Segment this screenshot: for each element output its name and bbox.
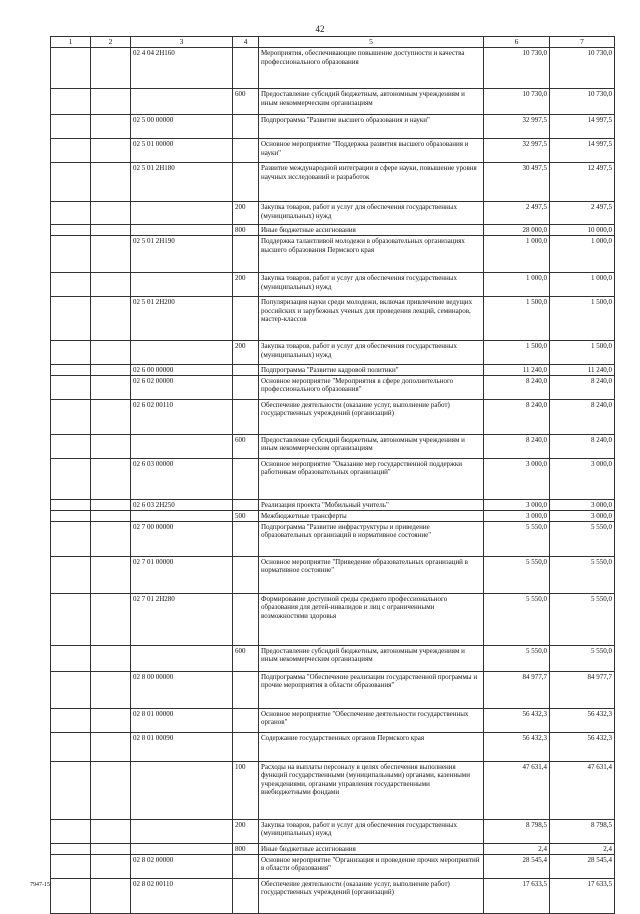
document-code: 7947-15 — [30, 882, 50, 888]
expense-type-code — [233, 732, 259, 761]
item-name: Расходы на выплаты персоналу в целях обеспечения выполнения функций государственными (муниципальными) органами, казенными учреждениями, органами управления государственными внебюджетными фондами — [259, 761, 484, 819]
table-row — [51, 434, 615, 458]
amount-col6: 1 000,0 — [484, 273, 550, 297]
amount-col7: 11 240,0 — [550, 365, 615, 375]
col2-cell — [91, 163, 131, 202]
table-row — [51, 341, 615, 365]
col1-cell — [51, 593, 91, 645]
expense-type-code — [233, 375, 259, 399]
col2-cell — [91, 48, 131, 89]
expense-type-code: 100 — [233, 761, 259, 819]
table-row — [51, 273, 615, 297]
item-name: Предоставление субсидий бюджетным, автономным учреждениям и иным некоммерческим организациям — [259, 645, 484, 671]
col2-cell — [91, 341, 131, 365]
expense-type-code — [233, 48, 259, 89]
amount-col7: 14 997,5 — [550, 139, 615, 163]
amount-col6: 3 000,0 — [484, 510, 550, 521]
amount-col7: 5 550,0 — [550, 645, 615, 671]
amount-col7: 5 550,0 — [550, 556, 615, 593]
amount-col6: 32 997,5 — [484, 139, 550, 163]
col1-cell — [51, 225, 91, 236]
expense-type-code — [233, 365, 259, 375]
target-article-code — [131, 341, 233, 365]
header-cell: 3 — [131, 37, 233, 48]
amount-col6: 10 730,0 — [484, 48, 550, 89]
expense-type-code — [233, 671, 259, 708]
amount-col6: 5 550,0 — [484, 645, 550, 671]
table-row — [51, 202, 615, 225]
col1-cell — [51, 139, 91, 163]
item-name: Обеспечение деятельности (оказание услуг, выполнение работ) государственных учреждений (организаций) — [259, 399, 484, 434]
expense-type-code: 200 — [233, 273, 259, 297]
amount-col6: 8 240,0 — [484, 399, 550, 434]
item-name: Развитие международной интеграции в сфере науки, повышение уровня научных исследований и разработок — [259, 163, 484, 202]
target-article-code — [131, 89, 233, 115]
amount-col7: 84 977,7 — [550, 671, 615, 708]
amount-col6: 2 497,5 — [484, 202, 550, 225]
target-article-code: 02 6 02 00000 — [131, 375, 233, 399]
amount-col6: 2,4 — [484, 843, 550, 854]
amount-col7: 8 240,0 — [550, 375, 615, 399]
target-article-code — [131, 761, 233, 819]
amount-col6: 1 000,0 — [484, 236, 550, 273]
amount-col7: 2,4 — [550, 843, 615, 854]
col1-cell — [51, 236, 91, 273]
expense-type-code — [233, 236, 259, 273]
amount-col7: 2 497,5 — [550, 202, 615, 225]
col1-cell — [51, 878, 91, 913]
col1-cell — [51, 89, 91, 115]
target-article-code: 02 6 00 00000 — [131, 365, 233, 375]
target-article-code: 02 6 03 2Н250 — [131, 499, 233, 510]
col2-cell — [91, 225, 131, 236]
item-name: Основное мероприятие "Оказание мер государственной поддержки работникам образовательных организаций" — [259, 458, 484, 499]
item-name: Основное мероприятие "Приведение образовательных организаций в нормативное состояние" — [259, 556, 484, 593]
amount-col6: 30 497,5 — [484, 163, 550, 202]
item-name: Обеспечение деятельности (оказание услуг, выполнение работ) государственных учреждений (организаций) — [259, 878, 484, 913]
amount-col6: 3 000,0 — [484, 499, 550, 510]
amount-col6: 5 550,0 — [484, 556, 550, 593]
expense-type-code: 500 — [233, 510, 259, 521]
amount-col6: 56 432,3 — [484, 732, 550, 761]
item-name: Основное мероприятие "Организация и проведение прочих мероприятий в области образования" — [259, 854, 484, 878]
item-name: Закупка товаров, работ и услуг для обеспечения государственных (муниципальных) нужд — [259, 202, 484, 225]
col1-cell — [51, 819, 91, 843]
amount-col7: 12 497,5 — [550, 163, 615, 202]
amount-col7: 10 730,0 — [550, 48, 615, 89]
amount-col6: 11 240,0 — [484, 365, 550, 375]
header-cell: 7 — [550, 37, 615, 48]
col1-cell — [51, 510, 91, 521]
amount-col7: 3 000,0 — [550, 510, 615, 521]
col1-cell — [51, 297, 91, 341]
col2-cell — [91, 521, 131, 556]
col2-cell — [91, 593, 131, 645]
col1-cell — [51, 434, 91, 458]
target-article-code — [131, 273, 233, 297]
col2-cell — [91, 115, 131, 139]
table-header-row — [51, 37, 615, 48]
col1-cell — [51, 115, 91, 139]
amount-col7: 1 000,0 — [550, 273, 615, 297]
amount-col6: 47 631,4 — [484, 761, 550, 819]
expense-type-code: 200 — [233, 341, 259, 365]
amount-col6: 84 977,7 — [484, 671, 550, 708]
table-row — [51, 375, 615, 399]
amount-col6: 8 240,0 — [484, 434, 550, 458]
table-row — [51, 761, 615, 819]
target-article-code: 02 8 02 00000 — [131, 854, 233, 878]
col2-cell — [91, 671, 131, 708]
item-name: Основное мероприятие "Обеспечение деятельности государственных органов" — [259, 708, 484, 732]
col1-cell — [51, 521, 91, 556]
amount-col7: 1 500,0 — [550, 297, 615, 341]
table-row — [51, 521, 615, 556]
col1-cell — [51, 48, 91, 89]
table-row — [51, 819, 615, 843]
table-row — [51, 297, 615, 341]
col2-cell — [91, 365, 131, 375]
target-article-code: 02 8 00 00000 — [131, 671, 233, 708]
target-article-code: 02 7 00 00000 — [131, 521, 233, 556]
expense-type-code — [233, 854, 259, 878]
col2-cell — [91, 458, 131, 499]
amount-col7: 8 798,5 — [550, 819, 615, 843]
header-cell: 6 — [484, 37, 550, 48]
expense-type-code: 600 — [233, 434, 259, 458]
expense-type-code: 200 — [233, 202, 259, 225]
table-row — [51, 163, 615, 202]
amount-col6: 32 997,5 — [484, 115, 550, 139]
item-name: Закупка товаров, работ и услуг для обеспечения государственных (муниципальных) нужд — [259, 341, 484, 365]
amount-col6: 28 545,4 — [484, 854, 550, 878]
target-article-code: 02 8 02 00110 — [131, 878, 233, 913]
amount-col7: 10 730,0 — [550, 89, 615, 115]
target-article-code — [131, 819, 233, 843]
table-row — [51, 89, 615, 115]
item-name: Закупка товаров, работ и услуг для обеспечения государственных (муниципальных) нужд — [259, 819, 484, 843]
item-name: Подпрограмма "Развитие кадровой политики" — [259, 365, 484, 375]
col1-cell — [51, 645, 91, 671]
header-cell: 4 — [233, 37, 259, 48]
expense-type-code: 800 — [233, 843, 259, 854]
expense-type-code — [233, 297, 259, 341]
amount-col7: 1 500,0 — [550, 341, 615, 365]
table-row — [51, 593, 615, 645]
table-row — [51, 878, 615, 913]
table-row — [51, 458, 615, 499]
col1-cell — [51, 854, 91, 878]
col2-cell — [91, 499, 131, 510]
amount-col7: 5 550,0 — [550, 521, 615, 556]
amount-col7: 14 997,5 — [550, 115, 615, 139]
col1-cell — [51, 732, 91, 761]
item-name: Предоставление субсидий бюджетным, автономным учреждениям и иным некоммерческим организациям — [259, 434, 484, 458]
table-row — [51, 48, 615, 89]
item-name: Подпрограмма "Развитие высшего образования и науки" — [259, 115, 484, 139]
table-row — [51, 225, 615, 236]
col1-cell — [51, 761, 91, 819]
col2-cell — [91, 273, 131, 297]
item-name: Реализация проекта "Мобильный учитель" — [259, 499, 484, 510]
target-article-code: 02 4 04 2Н160 — [131, 48, 233, 89]
expense-type-code: 200 — [233, 819, 259, 843]
amount-col7: 1 000,0 — [550, 236, 615, 273]
page-number: 42 — [315, 24, 325, 34]
expense-type-code: 600 — [233, 645, 259, 671]
col1-cell — [51, 399, 91, 434]
item-name: Закупка товаров, работ и услуг для обеспечения государственных (муниципальных) нужд — [259, 273, 484, 297]
amount-col6: 5 550,0 — [484, 593, 550, 645]
col2-cell — [91, 399, 131, 434]
amount-col6: 17 633,5 — [484, 878, 550, 913]
expense-type-code — [233, 556, 259, 593]
col2-cell — [91, 843, 131, 854]
item-name: Предоставление субсидий бюджетным, автономным учреждениям и иным некоммерческим организациям — [259, 89, 484, 115]
amount-col6: 3 000,0 — [484, 458, 550, 499]
item-name: Содержание государственных органов Пермского края — [259, 732, 484, 761]
expense-type-code — [233, 708, 259, 732]
col1-cell — [51, 458, 91, 499]
col1-cell — [51, 341, 91, 365]
item-name: Подпрограмма "Обеспечение реализации государственной программы и прочие мероприятия в области образования" — [259, 671, 484, 708]
col1-cell — [51, 163, 91, 202]
amount-col7: 28 545,4 — [550, 854, 615, 878]
amount-col7: 8 240,0 — [550, 399, 615, 434]
table-row — [51, 732, 615, 761]
amount-col6: 1 500,0 — [484, 297, 550, 341]
target-article-code — [131, 510, 233, 521]
col1-cell — [51, 273, 91, 297]
amount-col7: 3 000,0 — [550, 458, 615, 499]
target-article-code: 02 5 01 2Н200 — [131, 297, 233, 341]
col2-cell — [91, 139, 131, 163]
col2-cell — [91, 297, 131, 341]
col2-cell — [91, 434, 131, 458]
col2-cell — [91, 556, 131, 593]
expense-type-code — [233, 878, 259, 913]
amount-col6: 8 240,0 — [484, 375, 550, 399]
col1-cell — [51, 202, 91, 225]
target-article-code: 02 8 01 00090 — [131, 732, 233, 761]
expense-type-code — [233, 163, 259, 202]
amount-col7: 3 000,0 — [550, 499, 615, 510]
amount-col7: 17 633,5 — [550, 878, 615, 913]
amount-col7: 47 631,4 — [550, 761, 615, 819]
table-row — [51, 139, 615, 163]
table-row — [51, 708, 615, 732]
col1-cell — [51, 556, 91, 593]
amount-col6: 10 730,0 — [484, 89, 550, 115]
target-article-code — [131, 202, 233, 225]
amount-col6: 56 432,3 — [484, 708, 550, 732]
table-row — [51, 236, 615, 273]
col2-cell — [91, 375, 131, 399]
target-article-code — [131, 225, 233, 236]
header-cell: 2 — [91, 37, 131, 48]
target-article-code: 02 5 01 00000 — [131, 139, 233, 163]
table-row — [51, 671, 615, 708]
col1-cell — [51, 843, 91, 854]
target-article-code: 02 7 01 2Н280 — [131, 593, 233, 645]
target-article-code — [131, 843, 233, 854]
amount-col6: 8 798,5 — [484, 819, 550, 843]
col1-cell — [51, 375, 91, 399]
item-name: Межбюджетные трансферты — [259, 510, 484, 521]
expense-type-code — [233, 458, 259, 499]
item-name: Основное мероприятие "Поддержка развития высшего образования и науки" — [259, 139, 484, 163]
col2-cell — [91, 708, 131, 732]
expense-type-code — [233, 139, 259, 163]
expense-type-code — [233, 399, 259, 434]
col1-cell — [51, 499, 91, 510]
table-row — [51, 365, 615, 375]
col1-cell — [51, 708, 91, 732]
amount-col7: 5 550,0 — [550, 593, 615, 645]
expense-type-code — [233, 499, 259, 510]
table-row — [51, 843, 615, 854]
target-article-code: 02 8 01 00000 — [131, 708, 233, 732]
col2-cell — [91, 819, 131, 843]
header-cell: 1 — [51, 37, 91, 48]
amount-col7: 56 432,3 — [550, 708, 615, 732]
target-article-code: 02 5 01 2Н190 — [131, 236, 233, 273]
item-name: Популяризация науки среди молодежи, включая привлечение ведущих российских и зарубежных ученых для проведения лекций, семинаров, мастер-классов — [259, 297, 484, 341]
col2-cell — [91, 878, 131, 913]
col2-cell — [91, 854, 131, 878]
amount-col7: 8 240,0 — [550, 434, 615, 458]
table-row — [51, 510, 615, 521]
item-name: Поддержка талантливой молодежи в образовательных организациях высшего образования Пермского края — [259, 236, 484, 273]
target-article-code: 02 5 00 00000 — [131, 115, 233, 139]
table-row — [51, 399, 615, 434]
col2-cell — [91, 202, 131, 225]
expense-type-code — [233, 593, 259, 645]
table-row — [51, 499, 615, 510]
col1-cell — [51, 671, 91, 708]
header-cell: 5 — [259, 37, 484, 48]
target-article-code — [131, 645, 233, 671]
expense-type-code — [233, 521, 259, 556]
table-row — [51, 854, 615, 878]
item-name: Формирование доступной среды среднего профессионального образования для детей-инвалидов и лиц с ограниченными возможностями здоровья — [259, 593, 484, 645]
amount-col6: 28 000,0 — [484, 225, 550, 236]
table-row — [51, 115, 615, 139]
item-name: Иные бюджетные ассигнования — [259, 843, 484, 854]
expense-type-code: 600 — [233, 89, 259, 115]
col2-cell — [91, 645, 131, 671]
target-article-code — [131, 434, 233, 458]
col2-cell — [91, 89, 131, 115]
col2-cell — [91, 236, 131, 273]
target-article-code: 02 6 03 00000 — [131, 458, 233, 499]
target-article-code: 02 6 02 00110 — [131, 399, 233, 434]
item-name: Мероприятия, обеспечивающие повышение доступности и качества профессионального образования — [259, 48, 484, 89]
item-name: Подпрограмма "Развитие инфраструктуры и приведение образовательных организаций в нормативное состояние" — [259, 521, 484, 556]
target-article-code: 02 5 01 2Н180 — [131, 163, 233, 202]
table-row — [51, 645, 615, 671]
amount-col6: 1 500,0 — [484, 341, 550, 365]
col2-cell — [91, 761, 131, 819]
amount-col7: 56 432,3 — [550, 732, 615, 761]
amount-col6: 5 550,0 — [484, 521, 550, 556]
amount-col7: 10 000,0 — [550, 225, 615, 236]
expense-type-code: 800 — [233, 225, 259, 236]
item-name: Основное мероприятие "Мероприятия в сфере дополнительного профессионального образования" — [259, 375, 484, 399]
target-article-code: 02 7 01 00000 — [131, 556, 233, 593]
budget-table — [50, 36, 615, 914]
col2-cell — [91, 732, 131, 761]
item-name: Иные бюджетные ассигнования — [259, 225, 484, 236]
col2-cell — [91, 510, 131, 521]
col1-cell — [51, 365, 91, 375]
table-row — [51, 556, 615, 593]
expense-type-code — [233, 115, 259, 139]
